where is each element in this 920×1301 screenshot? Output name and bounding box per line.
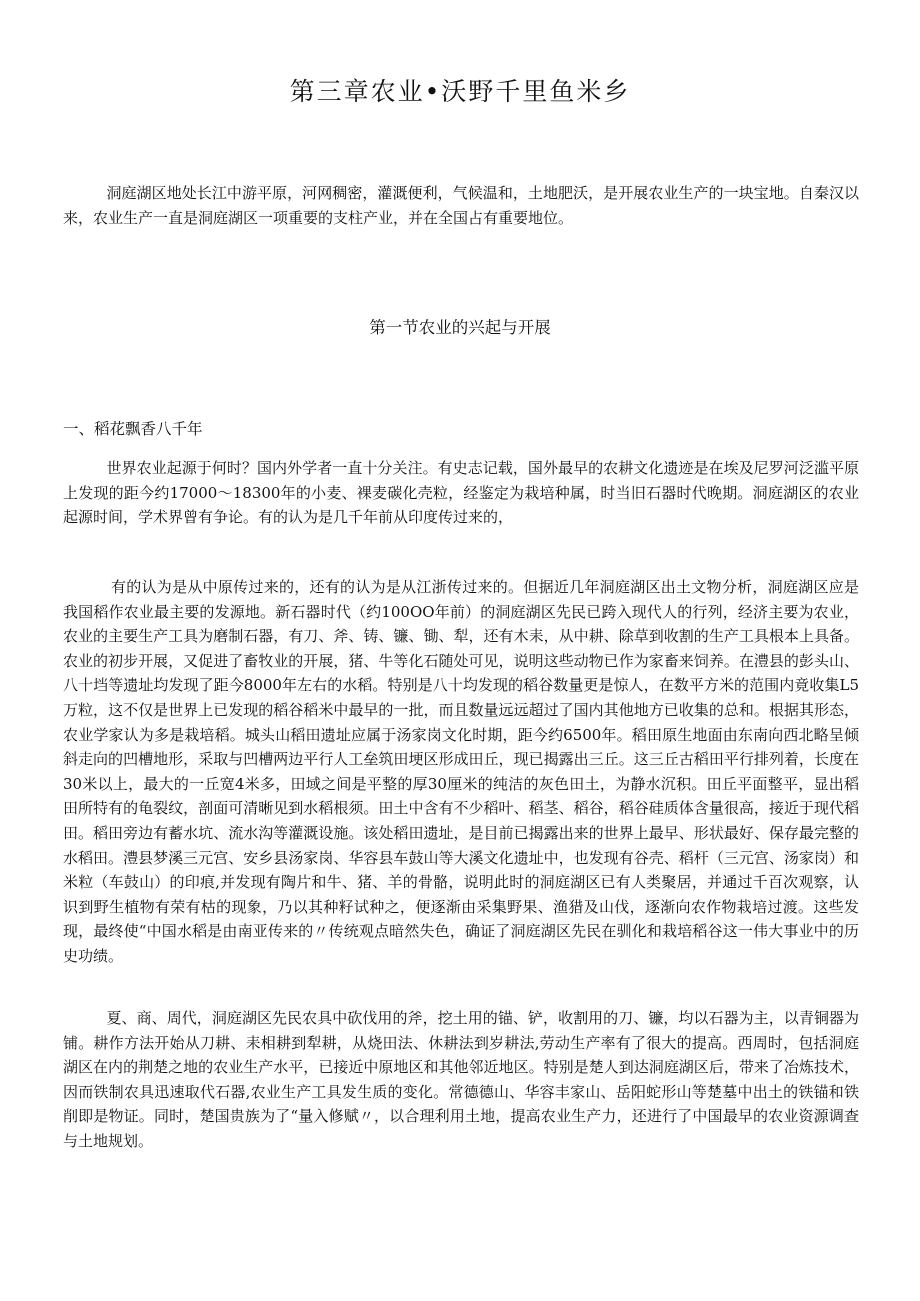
- body-paragraph: 世界农业起源于何时？国内外学者一直十分关注。有史志记载，国外最早的农耕文化遗迹是在埃及尼罗河泛滥平原上发现的距今约17000〜18300年的小麦、裸麦碳化壳粒，经鉴定为栽培种属，时当旧石器时代晚期。洞庭湖区的农业起源时间，学术界曾有争论。有的认为是几千年前从印度传过来的，: [63, 459, 859, 527]
- chapter-title: 第三章农业•沃野千里鱼米乡: [289, 77, 631, 106]
- body-paragraph: 有的认为是从中原传过来的，还有的认为是从江浙传过来的。但据近几年洞庭湖区出土文物分析，洞庭湖区应是我国稻作农业最主要的发源地。新石器时代（约100OO年前）的洞庭湖区先民已跨入现代人的行列，经济主要为农业，农业的主要生产工具为磨制石器，有刀、斧、铸、镰、锄、犁，还有木耒，从中耕、除草到收割的生产工具根本上具备。农业的初步开展，又促进了畜牧业的开展，猪、牛等化石随处可见，说明这些动物已作为家畜来饲养。在澧县的彭头山、八十垱等遗址均发现了距今8000年左右的水稻。特别是八十均发现的稻谷数量更是惊人，在数平方米的范围内竟收集L5万粒，这不仅是世界上已发现的稻谷稻米中最早的一批，而且数量远远超过了国内其他地方已收集的总和。根据其形态，农业学家认为多是栽培稻。城头山稻田遗址应属于汤家岗文化时期，距今约6500年。稻田原生地面由东南向西北略呈倾斜走向的凹槽地形，采取与凹槽两边平行人工垒筑田埂区形成田丘，现已揭露出三丘。这三丘古稻田平行排列着，长度在30米以上，最大的一丘宽4米多，田域之间是平整的厚30厘米的纯洁的灰色田土，为静水沉积。田丘平面整平，显出稻田所特有的龟裂纹，剖面可清晰见到水稻根须。田土中含有不少稻叶、稻茎、稻谷，稻谷硅质体含量很高，接近于现代稻田。稻田旁边有蓄水坑、流水沟等灌溉设施。该处稻田遗址，是目前已揭露出来的世界上最早、形状最好、保存最完整的水稻田。澧县梦溪三元宫、安乡县汤家岗、华容县车鼓山等大溪文化遗址中，也发现有谷壳、稻杆（三元宫、汤家岗）和米粒（车鼓山）的印痕,并发现有陶片和牛、猪、羊的骨骼，说明此时的洞庭湖区已有人类聚居，并通过千百次观察，认识到野生植物有荣有枯的现象，乃以其种籽试种之，便逐渐由采集野果、渔猎及山伐，逐渐向农作物栽培过渡。这些发现，最终使“中国水稻是由南亚传来的〃传统观点暗然失色，确证了洞庭湖区先民在驯化和栽培稻谷这一伟大事业中的历史功绩。: [63, 578, 859, 965]
- section-title: 第一节农业的兴起与开展: [369, 318, 551, 337]
- body-paragraph: 夏、商、周代，洞庭湖区先民农具中砍伐用的斧，挖土用的锚、铲，收割用的刀、镰，均以石器为主，以青铜器为铺。耕作方法开始从刀耕、耒相耕到犁耕，从烧田法、休耕法到岁耕法,劳动生产率有了很大的提高。西周时，包括洞庭湖区在内的荆楚之地的农业生产水平，已接近中原地区和其他邻近地区。特别是楚人到达洞庭湖区后，带来了冶炼技术，因而铁制农具迅速取代石器,农业生产工具发生质的变化。常德德山、华容丰家山、岳阳蛇形山等楚墓中出土的铁锚和铁削即是物证。同时，楚国贵族为了“量入修赋〃，以合理利用土地，提高农业生产力，还进行了中国最早的农业资源调查与土地规划。: [63, 1009, 859, 1150]
- intro-paragraph: 洞庭湖区地处长江中游平原，河网稠密，灌溉便利，气候温和，土地肥沃，是开展农业生产的一块宝地。自秦汉以来，农业生产一直是洞庭湖区一项重要的支柱产业，并在全国占有重要地位。: [63, 184, 859, 227]
- subheading: 一、稻花飘香八千年: [63, 420, 203, 438]
